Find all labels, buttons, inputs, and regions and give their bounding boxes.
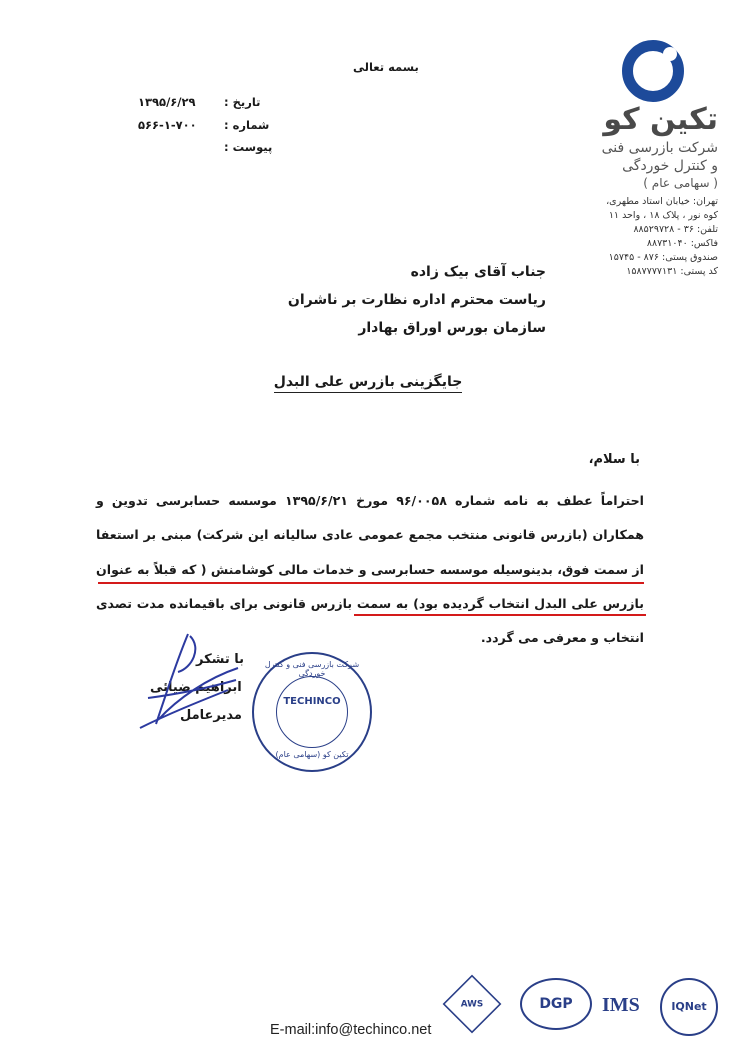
addressee-name: جناب آقای بیک زاده [410,264,546,280]
stamp-ring-text: تکین کو (سهامی عام) [275,750,349,759]
company-subtitle-3: ( سهامی عام ) [643,176,718,190]
address-line: کوه نور ، پلاک ۱۸ ، واحد ۱۱ [608,210,718,221]
basmala: بسمه تعالی [353,60,419,74]
company-subtitle-2: و کنترل خوردگی [622,158,718,174]
body-paragraph: احتراماً عطف به نامه شماره ۹۶/۰۰۵۸ مورخ ۱۳۹۵/۶/۲۱ موسسه حسابرسی تدوین و همکاران (بازرس قانونی منتخب مجمع عمومی عادی سالیانه این شرکت) مبنی بر استعفا از سمت فوق، بدینوسیله موسسه حسابرسی و خدمات مالی کوشامنش ( که قبلاً به عنوان بازرس علی البدل انتخاب گردیده بود) به سمت بازرس قانونی برای باقیمانده مدت تصدی انتخاب و معرفی می گردد. [96,493,644,646]
address-line: تهران: خیابان استاد مطهری، [606,196,718,207]
company-name: تکین کو [603,102,718,137]
iqnet-certification-icon: IQNet [660,978,718,1036]
address-line: فاکس: ۸۸۷۳۱۰۴۰ [646,238,718,249]
date-value: ۱۳۹۵/۶/۲۹ [138,95,196,109]
address-line: تلفن: ۳۶ - ۸۸۵۲۹۷۲۸ [633,224,718,235]
stamp-inner-circle [276,676,348,748]
attachment-label: پیوست : [224,140,273,154]
footer-email: E-mail:info@techinco.net [270,1022,432,1038]
handwritten-signature [118,628,248,736]
addressee-organization: سازمان بورس اوراق بهادار [358,320,546,336]
company-subtitle-1: شرکت بازرسی فنی [601,140,718,156]
aws-certification-icon: AWS [443,975,502,1034]
red-underline [354,614,646,616]
closing: با تشکر [196,652,245,667]
signer-name: ابراهیم ضیائی [150,680,242,695]
address-line: صندوق پستی: ۸۷۶ - ۱۵۷۴۵ [608,252,718,263]
number-label: شماره : [224,118,270,132]
red-underline [98,582,644,584]
signer-title: مدیرعامل [180,708,242,723]
letter-subject: جایگزینی بازرس علی البدل [0,374,736,390]
stamp-ring-text: شرکت بازرسی فنی و کنترل خوردگی [264,660,360,678]
dgp-certification-icon: DGP [520,978,592,1030]
ims-certification-label: IMS [602,994,640,1016]
company-stamp [252,652,372,772]
greeting: با سلام، [588,452,640,467]
company-logo-icon [622,40,684,102]
stamp-center-text: TECHINCO [283,696,341,707]
date-label: تاریخ : [224,95,261,109]
addressee-position: ریاست محترم اداره نظارت بر ناشران [287,292,546,308]
number-value: ۵۶۶-۱-۷۰۰ [138,118,197,132]
address-line: کد پستی: ۱۵۸۷۷۷۷۱۳۱ [626,266,718,277]
